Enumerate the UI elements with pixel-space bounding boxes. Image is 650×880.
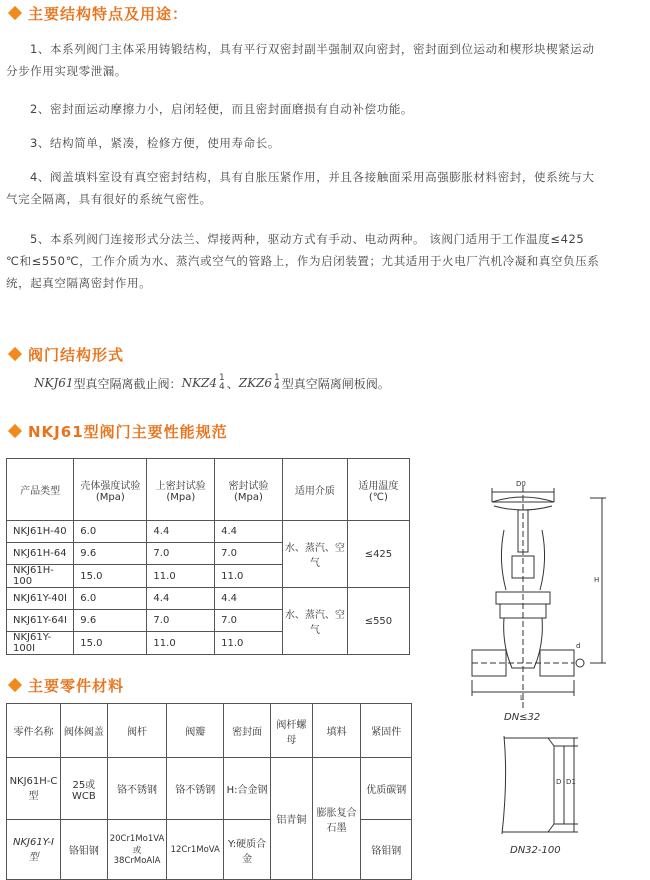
table-row: NKJ61Y-40I 6.0 4.4 4.4 水、蒸汽、空气 ≤550 xyxy=(7,588,410,610)
feature-paragraph-5: 5、本系列阀门连接形式分法兰、焊接两种，驱动方式有手动、电动两种。 该阀门适用于工作温度≤425 ℃和≤550℃，工作介质为水、蒸汽或空气的管路上，作为启闭装置；尤其适用于火电厂汽机冷凝和真空负压系 统，起真空隔离密封作用。 xyxy=(6,232,600,290)
section-title: 主要零件材料 xyxy=(28,676,125,695)
caption-dn32: DN≤32 xyxy=(504,712,541,723)
spec-table xyxy=(6,458,410,655)
temp-cell: ≤550 xyxy=(347,588,409,655)
feature-paragraph-4: 4、阀盖填料室设有真空密封结构，具有自胀压紧作用，并且各接触面采用高强膨胀材料密封，使系统与大 气完全隔离，具有很好的系统气密性。 xyxy=(6,170,595,206)
section-title: NKJ61型阀门主要性能规范 xyxy=(28,422,228,441)
packing-cell: 膨胀复合石墨 xyxy=(312,758,361,880)
table-row: NKJ61H-64 9.6 7.0 7.0 xyxy=(7,543,410,565)
feature-paragraph-1: 1、本系列阀门主体采用铸锻结构，具有平行双密封副半强制双向密封，密封面到位运动和楔形块楔紧运动 分步作用实现零泄漏。 xyxy=(6,42,595,78)
diamond-bullet-icon xyxy=(8,678,22,692)
table-row: NKJ61Y-100I 15.0 11.0 11.0 xyxy=(7,632,410,655)
temp-cell: ≤425 xyxy=(347,521,409,588)
dim-label-d0: D0 xyxy=(516,480,526,488)
diamond-bullet-icon xyxy=(8,347,22,361)
table-row: NKJ61H-C型 25或WCB 铬不锈钢 铬不锈钢 H:合金钢 铝青铜 膨胀复合石墨 优质碳钢 xyxy=(7,758,412,820)
feature-paragraph-3: 3、结构简单，紧凑，检修方便，使用寿命长。 xyxy=(30,136,280,150)
dim-label-l: L xyxy=(520,694,524,702)
dim-label-d: d xyxy=(576,642,581,650)
valve-svg xyxy=(452,480,612,715)
section-heading-materials xyxy=(6,674,124,696)
structure-description: NKJ61 型真空隔离截止阀： NKZ4 1 4 、 ZKZ6 1 4 型真空隔离闸板阀。 xyxy=(34,373,390,392)
diamond-bullet-icon xyxy=(8,424,22,438)
section-title: 阀门结构形式 xyxy=(28,345,125,364)
weld-svg xyxy=(494,730,594,840)
dim-label-d1: D1 xyxy=(566,778,576,786)
section-heading-features xyxy=(6,2,188,24)
section-heading-spec xyxy=(6,420,228,442)
section-heading-structure xyxy=(6,343,124,365)
table-header-row: 产品类型 壳体强度试验(Mpa) 上密封试验(Mpa) 密封试验(Mpa) 适用介质 适用温度(℃) xyxy=(7,459,410,521)
valve-drawing xyxy=(452,480,612,715)
nut-cell: 铝青铜 xyxy=(271,758,313,880)
feature-paragraph-2: 2、密封面运动摩擦力小，启闭轻便，而且密封面磨损有自动补偿功能。 xyxy=(30,102,414,116)
table-header-row: 零件名称 阀体阀盖 阀杆 阀瓣 密封面 阀杆螺母 填料 紧固件 xyxy=(7,704,412,758)
table-row: NKJ61H-100 15.0 11.0 11.0 xyxy=(7,565,410,588)
medium-cell: 水、蒸汽、空气 xyxy=(282,521,347,588)
dim-label-h: H xyxy=(594,576,600,584)
caption-dn32-100: DN32-100 xyxy=(510,845,561,856)
table-row: NKJ61H-40 6.0 4.4 4.4 水、蒸汽、空气 ≤425 xyxy=(7,521,410,543)
table-row: NKJ61Y-I型 铬钼钢 20Cr1Mo1VA或38CrMoAlA 12Cr1MoVA Y:硬质合金 铬钼钢 xyxy=(7,820,412,880)
medium-cell: 水、蒸汽、空气 xyxy=(282,588,347,655)
weld-end-drawing xyxy=(494,730,594,840)
materials-table xyxy=(6,703,412,880)
dim-label-d-inner: D xyxy=(556,778,562,786)
diamond-bullet-icon xyxy=(8,6,22,20)
fraction: 1 4 xyxy=(219,373,225,392)
section-title: 主要结构特点及用途： xyxy=(28,4,189,23)
fraction: 1 4 xyxy=(274,373,280,392)
table-row: NKJ61Y-64I 9.6 7.0 7.0 xyxy=(7,610,410,632)
